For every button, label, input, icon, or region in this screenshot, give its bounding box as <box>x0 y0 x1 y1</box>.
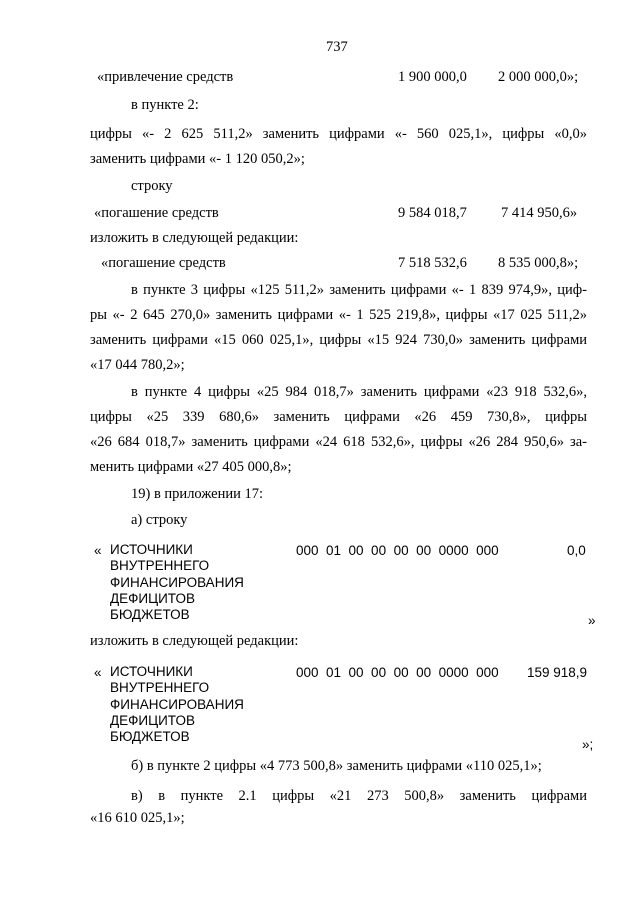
row-name-line: ДЕФИЦИТОВ <box>110 712 195 728</box>
row-name-line: ВНУТРЕННЕГО <box>110 558 210 574</box>
row-name-line: ФИНАНСИРОВАНИЯ <box>110 696 244 712</box>
line-point-2: в пункте 2: <box>131 97 199 113</box>
paragraph-line: в) в пункте 2.1 цифры «21 273 500,8» заменить цифрами <box>131 788 587 804</box>
line-edit-statement: изложить в следующей редакции: <box>90 633 299 649</box>
row-name-line: ФИНАНСИРОВАНИЯ <box>110 574 244 590</box>
line-row-word: строку <box>131 178 173 194</box>
line-repayment-new-value-2: 8 535 000,8»; <box>498 255 579 271</box>
paragraph-line: заменить цифрами «15 060 025,1», цифры «15 924 730,0» заменить цифрами <box>90 332 587 348</box>
row-name-line: ИСТОЧНИКИ <box>110 664 193 679</box>
line-borrowing-value-1: 1 900 000,0 <box>398 69 467 85</box>
paragraph-line: в пункте 4 цифры «25 984 018,7» заменить цифрами «23 918 532,6», <box>131 384 587 400</box>
line-point-b: б) в пункте 2 цифры «4 773 500,8» заменить цифрами «110 025,1»; <box>131 758 542 774</box>
page-number: 737 <box>326 39 348 55</box>
line-appendix-17: 19) в приложении 17: <box>131 486 264 502</box>
line-borrowing-value-2: 2 000 000,0»; <box>498 69 579 85</box>
paragraph-line: цифры «25 339 680,6» заменить цифрами «26 459 730,8», цифры <box>90 409 587 425</box>
row-code: 000 01 00 00 00 00 0000 000 <box>296 665 499 680</box>
line-repayment-label: «погашение средств <box>94 205 219 221</box>
paragraph-line: цифры «- 2 625 511,2» заменить цифрами «- 560 025,1», цифры «0,0» <box>90 126 587 142</box>
line-borrowing-label: «привлечение средств <box>97 69 234 85</box>
paragraph-line: ры «- 2 645 270,0» заменить цифрами «- 1 525 219,8», цифры «17 025 511,2» <box>90 307 587 323</box>
line-row-a: а) строку <box>131 512 188 528</box>
line-edit-statement: изложить в следующей редакции: <box>90 230 299 246</box>
close-quote: »; <box>582 737 594 752</box>
paragraph-line: заменить цифрами «- 1 120 050,2»; <box>90 151 305 167</box>
row-name-line: ДЕФИЦИТОВ <box>110 590 195 606</box>
line-repayment-new-value-1: 7 518 532,6 <box>398 255 467 271</box>
line-repayment-value-1: 9 584 018,7 <box>398 205 467 221</box>
row-name <box>110 542 244 623</box>
row-name-line: БЮДЖЕТОВ <box>110 607 190 623</box>
open-quote: « <box>94 665 102 680</box>
row-name-line: ИСТОЧНИКИ <box>110 542 193 557</box>
paragraph-line: менить цифрами «27 405 000,8»; <box>90 459 292 475</box>
close-quote: » <box>588 613 596 628</box>
row-name-line: ВНУТРЕННЕГО <box>110 680 210 696</box>
row-value: 0,0 <box>567 543 586 558</box>
paragraph-line: «26 684 018,7» заменить цифрами «24 618 532,6», цифры «26 284 950,6» за- <box>90 434 587 450</box>
row-code: 000 01 00 00 00 00 0000 000 <box>296 543 499 558</box>
line-repayment-value-2: 7 414 950,6» <box>501 205 578 221</box>
paragraph-line: «17 044 780,2»; <box>90 357 185 373</box>
row-name <box>110 664 244 745</box>
row-name-line: БЮДЖЕТОВ <box>110 729 190 745</box>
line-repayment-new-label: «погашение средств <box>101 255 226 271</box>
open-quote: « <box>94 543 102 558</box>
paragraph-line: в пункте 3 цифры «125 511,2» заменить цифрами «- 1 839 974,9», циф- <box>131 282 587 298</box>
row-value: 159 918,9 <box>527 665 588 680</box>
paragraph-line: «16 610 025,1»; <box>90 810 185 826</box>
